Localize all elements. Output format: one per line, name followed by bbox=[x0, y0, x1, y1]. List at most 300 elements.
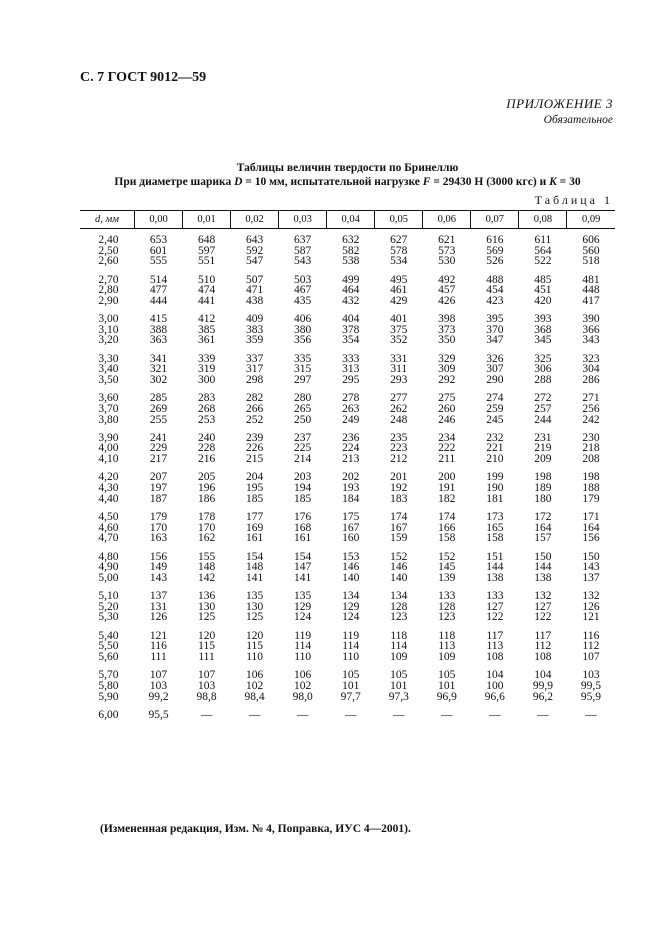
hardness-cell: 103 bbox=[149, 679, 168, 692]
hardness-cell: 343 bbox=[582, 334, 600, 347]
diameter-cell: 3,30 bbox=[98, 352, 119, 365]
hardness-cell: 114 bbox=[342, 640, 360, 653]
hardness-cell: 116 bbox=[150, 640, 167, 653]
column-header: 0,06 bbox=[423, 211, 471, 229]
hardness-cell: 329 bbox=[438, 352, 456, 365]
hardness-cell: 404 bbox=[342, 313, 360, 326]
hardness-cell: 161 bbox=[245, 532, 264, 545]
hardness-cell: 100 bbox=[486, 679, 504, 692]
hardness-cell: 132 bbox=[582, 590, 600, 603]
hardness-cell: 246 bbox=[438, 413, 456, 426]
hardness-cell: 485 bbox=[534, 273, 552, 286]
column-header: 0,01 bbox=[183, 211, 231, 229]
hardness-cell: 167 bbox=[390, 521, 408, 534]
hardness-cell: 412 bbox=[197, 313, 216, 326]
hardness-cell: 182 bbox=[438, 492, 456, 505]
hardness-cell: 142 bbox=[197, 571, 216, 584]
hardness-cell: 569 bbox=[486, 244, 504, 257]
hardness-cell: 388 bbox=[149, 323, 168, 336]
hardness-cell: 495 bbox=[390, 273, 408, 286]
diameter-cell: 4,50 bbox=[98, 511, 119, 524]
table-row bbox=[80, 454, 615, 465]
hardness-cell: — bbox=[489, 708, 501, 721]
hardness-cell: 398 bbox=[438, 313, 456, 326]
hardness-cell: 149 bbox=[149, 561, 168, 574]
hardness-cell: 156 bbox=[149, 550, 168, 563]
hardness-cell: 118 bbox=[390, 629, 408, 642]
hardness-cell: 121 bbox=[149, 629, 168, 642]
table-row bbox=[80, 404, 615, 415]
hardness-cell: 126 bbox=[582, 600, 600, 613]
hardness-cell: 221 bbox=[486, 442, 504, 455]
hardness-cell: 234 bbox=[438, 431, 456, 444]
table-row bbox=[80, 663, 615, 681]
hardness-cell: 319 bbox=[197, 363, 216, 376]
hardness-cell: 271 bbox=[582, 392, 600, 405]
hardness-cell: 126 bbox=[149, 611, 168, 624]
hardness-cell: 123 bbox=[390, 611, 408, 624]
hardness-cell: 156 bbox=[582, 532, 600, 545]
hardness-cell: — bbox=[585, 708, 597, 721]
hardness-cell: 370 bbox=[486, 323, 504, 336]
hardness-cell: 185 bbox=[245, 492, 264, 505]
hardness-cell: 471 bbox=[245, 284, 264, 297]
hardness-cell: 115 bbox=[198, 640, 215, 653]
hardness-cell: 363 bbox=[149, 334, 168, 347]
hardness-cell: 375 bbox=[390, 323, 408, 336]
hardness-cell: 129 bbox=[342, 600, 360, 613]
hardness-cell: 313 bbox=[342, 363, 360, 376]
hardness-cell: 306 bbox=[534, 363, 552, 376]
hardness-cell: 154 bbox=[245, 550, 264, 563]
hardness-cell: 309 bbox=[438, 363, 456, 376]
hardness-cell: 99,9 bbox=[532, 679, 553, 692]
hardness-cell: 229 bbox=[149, 442, 168, 455]
hardness-cell: 170 bbox=[149, 521, 168, 534]
hardness-cell: 125 bbox=[245, 611, 264, 624]
hardness-cell: 184 bbox=[342, 492, 360, 505]
hardness-cell: 290 bbox=[486, 373, 504, 386]
hardness-cell: 110 bbox=[294, 650, 312, 663]
hardness-cell: 304 bbox=[582, 363, 600, 376]
hardness-cell: 417 bbox=[582, 294, 600, 307]
hardness-cell: 174 bbox=[438, 511, 456, 524]
hardness-cell: 179 bbox=[149, 511, 168, 524]
hardness-cell: 356 bbox=[294, 334, 312, 347]
hardness-cell: 587 bbox=[294, 244, 312, 257]
revision-note: (Измененная редакция, Изм. № 4, Поправка, ИУС 4—2001). bbox=[100, 823, 411, 835]
hardness-cell: 113 bbox=[486, 640, 504, 653]
hardness-cell: 361 bbox=[197, 334, 216, 347]
diameter-cell: 4,60 bbox=[98, 521, 119, 534]
hardness-cell: 621 bbox=[438, 234, 456, 246]
diameter-cell: 3,60 bbox=[98, 392, 119, 405]
caption-line-1: Таблицы величин твердости по Бринеллю bbox=[236, 162, 459, 174]
hardness-cell: 122 bbox=[534, 611, 552, 624]
hardness-cell: 283 bbox=[197, 392, 216, 405]
hardness-cell: 165 bbox=[486, 521, 504, 534]
column-header: 0,03 bbox=[279, 211, 327, 229]
hardness-cell: 176 bbox=[294, 511, 312, 524]
table-caption bbox=[80, 161, 615, 189]
hardness-cell: 393 bbox=[534, 313, 552, 326]
hardness-cell: 530 bbox=[438, 255, 456, 268]
hardness-cell: 366 bbox=[582, 323, 600, 336]
hardness-cell: 134 bbox=[342, 590, 360, 603]
hardness-cell: 97,3 bbox=[388, 690, 409, 703]
hardness-cell: 127 bbox=[534, 600, 552, 613]
hardness-cell: 190 bbox=[486, 482, 504, 495]
hardness-cell: 335 bbox=[294, 352, 312, 365]
hardness-cell: 109 bbox=[438, 650, 456, 663]
hardness-cell: 130 bbox=[245, 600, 264, 613]
diameter-cell: 5,60 bbox=[98, 650, 119, 663]
hardness-cell: 117 bbox=[486, 629, 504, 642]
hardness-cell: 101 bbox=[342, 679, 360, 692]
hardness-cell: 438 bbox=[245, 294, 264, 307]
hardness-cell: 653 bbox=[149, 234, 168, 246]
hardness-cell: 481 bbox=[582, 273, 600, 286]
table-row bbox=[80, 533, 615, 544]
diameter-cell: 3,90 bbox=[98, 431, 119, 444]
hardness-cell: 151 bbox=[486, 550, 504, 563]
hardness-cell: 333 bbox=[342, 352, 360, 365]
hardness-cell: 128 bbox=[438, 600, 456, 613]
table-row bbox=[80, 504, 615, 522]
hardness-cell: 111 bbox=[198, 650, 215, 663]
diameter-cell: 2,50 bbox=[98, 244, 119, 257]
hardness-cell: 99,5 bbox=[580, 679, 602, 692]
hardness-cell: 464 bbox=[342, 284, 360, 297]
hardness-cell: 323 bbox=[582, 352, 600, 365]
hardness-cell: 395 bbox=[486, 313, 504, 326]
hardness-cell: 146 bbox=[342, 561, 360, 574]
hardness-cell: 147 bbox=[294, 561, 312, 574]
hardness-cell: 555 bbox=[149, 255, 168, 268]
hardness-cell: 159 bbox=[390, 532, 408, 545]
hardness-cell: 216 bbox=[197, 453, 216, 466]
hardness-cell: 146 bbox=[390, 561, 408, 574]
table-row bbox=[80, 375, 615, 386]
hardness-cell: 257 bbox=[534, 402, 552, 415]
hardness-cell: 97,7 bbox=[340, 690, 361, 703]
hardness-cell: 191 bbox=[438, 482, 456, 495]
hardness-cell: 228 bbox=[197, 442, 216, 455]
page-header: С. 7 ГОСТ 9012—59 bbox=[80, 70, 207, 85]
hardness-cell: 112 bbox=[534, 640, 552, 653]
hardness-cell: 492 bbox=[438, 273, 456, 286]
diameter-cell: 4,90 bbox=[98, 561, 119, 574]
hardness-cell: 105 bbox=[438, 669, 456, 682]
hardness-cell: 648 bbox=[197, 234, 216, 246]
diameter-cell: 4,30 bbox=[98, 482, 119, 495]
hardness-cell: 275 bbox=[438, 392, 456, 405]
hardness-cell: 441 bbox=[197, 294, 216, 307]
hardness-cell: 510 bbox=[197, 273, 216, 286]
hardness-cell: 383 bbox=[245, 323, 264, 336]
hardness-cell: 101 bbox=[390, 679, 408, 692]
hardness-cell: 196 bbox=[197, 482, 216, 495]
diameter-cell: 6,00 bbox=[98, 708, 119, 721]
hardness-cell: 255 bbox=[149, 413, 168, 426]
hardness-cell: 288 bbox=[534, 373, 552, 386]
hardness-cell: 103 bbox=[197, 679, 216, 692]
table-row bbox=[80, 702, 615, 720]
hardness-cell: 172 bbox=[534, 511, 552, 524]
hardness-cell: 150 bbox=[582, 550, 600, 563]
table-row bbox=[80, 267, 615, 285]
diameter-cell: 2,90 bbox=[98, 294, 119, 307]
hardness-cell: 359 bbox=[245, 334, 264, 347]
hardness-cell: 98,0 bbox=[292, 690, 313, 703]
hardness-cell: 543 bbox=[294, 255, 312, 268]
hardness-cell: 423 bbox=[486, 294, 504, 307]
hardness-cell: 248 bbox=[390, 413, 408, 426]
hardness-cell: 197 bbox=[149, 482, 168, 495]
hardness-cell: 205 bbox=[197, 471, 216, 484]
hardness-cell: 210 bbox=[486, 453, 504, 466]
column-header: 0,07 bbox=[471, 211, 519, 229]
hardness-cell: 225 bbox=[294, 442, 312, 455]
hardness-cell: 321 bbox=[149, 363, 168, 376]
hardness-cell: 611 bbox=[534, 234, 552, 246]
hardness-cell: 269 bbox=[149, 402, 168, 415]
diameter-cell: 2,70 bbox=[98, 273, 119, 286]
hardness-cell: 117 bbox=[534, 629, 552, 642]
hardness-cell: 207 bbox=[149, 471, 168, 484]
hardness-cell: 286 bbox=[582, 373, 600, 386]
appendix-title: ПРИЛОЖЕНИЕ 3 bbox=[506, 96, 613, 111]
table-row bbox=[80, 544, 615, 562]
diameter-cell: 3,20 bbox=[98, 334, 119, 347]
hardness-cell: 199 bbox=[486, 471, 504, 484]
column-header: 0,04 bbox=[327, 211, 375, 229]
hardness-cell: 252 bbox=[245, 413, 264, 426]
hardness-cell: 488 bbox=[486, 273, 504, 286]
hardness-cell: 135 bbox=[245, 590, 264, 603]
hardness-cell: 157 bbox=[534, 532, 552, 545]
hardness-cell: 152 bbox=[438, 550, 456, 563]
hardness-cell: 551 bbox=[197, 255, 216, 268]
hardness-cell: 175 bbox=[342, 511, 360, 524]
hardness-cell: 152 bbox=[390, 550, 408, 563]
table-row bbox=[80, 692, 615, 703]
hardness-cell: 368 bbox=[534, 323, 552, 336]
hardness-cell: 110 bbox=[342, 650, 360, 663]
hardness-cell: 514 bbox=[149, 273, 168, 286]
hardness-cell: 260 bbox=[438, 402, 456, 415]
hardness-cell: 302 bbox=[149, 373, 168, 386]
hardness-cell: 522 bbox=[534, 255, 552, 268]
hardness-cell: 136 bbox=[197, 590, 216, 603]
hardness-cell: 106 bbox=[294, 669, 312, 682]
diameter-cell: 5,70 bbox=[98, 669, 119, 682]
hardness-cell: 180 bbox=[534, 492, 552, 505]
hardness-cell: 107 bbox=[149, 669, 168, 682]
diameter-cell: 2,40 bbox=[98, 234, 119, 246]
hardness-cell: 350 bbox=[438, 334, 456, 347]
table-row bbox=[80, 573, 615, 584]
hardness-cell: 224 bbox=[342, 442, 360, 455]
hardness-cell: 573 bbox=[438, 244, 456, 257]
hardness-cell: 167 bbox=[342, 521, 360, 534]
hardness-cell: 155 bbox=[197, 550, 216, 563]
column-header: 0,08 bbox=[519, 211, 567, 229]
hardness-cell: 345 bbox=[534, 334, 552, 347]
hardness-cell: 285 bbox=[149, 392, 168, 405]
hardness-cell: 173 bbox=[486, 511, 504, 524]
hardness-cell: 538 bbox=[342, 255, 360, 268]
hardness-cell: 244 bbox=[534, 413, 552, 426]
hardness-cell: 578 bbox=[390, 244, 408, 257]
hardness-cell: 237 bbox=[294, 431, 312, 444]
hardness-cell: 189 bbox=[534, 482, 552, 495]
hardness-cell: 223 bbox=[390, 442, 408, 455]
diameter-cell: 4,00 bbox=[98, 442, 119, 455]
hardness-cell: 122 bbox=[486, 611, 504, 624]
diameter-cell: 4,80 bbox=[98, 550, 119, 563]
table-label: Таблица 1 bbox=[534, 193, 613, 207]
hardness-cell: 616 bbox=[486, 234, 504, 246]
diameter-cell: 3,50 bbox=[98, 373, 119, 386]
hardness-cell: 637 bbox=[294, 234, 312, 246]
diameter-cell: 3,40 bbox=[98, 363, 119, 376]
hardness-cell: 231 bbox=[534, 431, 552, 444]
hardness-cell: 148 bbox=[245, 561, 264, 574]
hardness-cell: 259 bbox=[486, 402, 504, 415]
hardness-cell: 457 bbox=[438, 284, 456, 297]
hardness-cell: 311 bbox=[390, 363, 408, 376]
hardness-cell: 168 bbox=[294, 521, 312, 534]
hardness-cell: 133 bbox=[486, 590, 504, 603]
hardness-cell: 192 bbox=[390, 482, 408, 495]
hardness-cell: 164 bbox=[582, 521, 600, 534]
hardness-cell: 339 bbox=[197, 352, 216, 365]
hardness-cell: 240 bbox=[197, 431, 216, 444]
hardness-cell: 114 bbox=[390, 640, 408, 653]
hardness-cell: 143 bbox=[582, 561, 600, 574]
diameter-cell: 5,10 bbox=[98, 590, 119, 603]
hardness-cell: 179 bbox=[582, 492, 600, 505]
hardness-cell: 451 bbox=[534, 284, 552, 297]
hardness-cell: 101 bbox=[438, 679, 456, 692]
hardness-cell: 143 bbox=[149, 571, 168, 584]
caption-line-2: При диаметре шарика D = 10 мм, испытательной нагрузке F = 29430 Н (3000 кгс) и K = 30 bbox=[114, 176, 581, 188]
hardness-cell: 432 bbox=[342, 294, 360, 307]
hardness-cell: 198 bbox=[534, 471, 552, 484]
hardness-cell: 131 bbox=[149, 600, 168, 613]
hardness-cell: 160 bbox=[342, 532, 360, 545]
hardness-cell: 315 bbox=[294, 363, 312, 376]
hardness-cell: 454 bbox=[486, 284, 504, 297]
hardness-cell: 208 bbox=[582, 453, 600, 466]
hardness-cell: 200 bbox=[438, 471, 456, 484]
hardness-cell: 107 bbox=[582, 650, 600, 663]
hardness-cell: 116 bbox=[582, 629, 600, 642]
hardness-cell: 380 bbox=[294, 323, 312, 336]
hardness-cell: 241 bbox=[149, 431, 168, 444]
table-row bbox=[80, 335, 615, 346]
hardness-cell: 154 bbox=[294, 550, 312, 563]
diameter-cell: 5,50 bbox=[98, 640, 119, 653]
hardness-cell: 420 bbox=[534, 294, 552, 307]
hardness-cell: 119 bbox=[342, 629, 360, 642]
hardness-cell: 347 bbox=[486, 334, 504, 347]
hardness-cell: 96,2 bbox=[532, 690, 553, 703]
hardness-cell: 253 bbox=[197, 413, 216, 426]
hardness-cell: 415 bbox=[149, 313, 168, 326]
hardness-cell: 107 bbox=[197, 669, 216, 682]
hardness-cell: 401 bbox=[390, 313, 408, 326]
hardness-cell: 274 bbox=[486, 392, 504, 405]
table-header-row bbox=[80, 211, 615, 229]
column-header: 0,00 bbox=[135, 211, 183, 229]
hardness-cell: 300 bbox=[197, 373, 216, 386]
hardness-cell: 461 bbox=[390, 284, 408, 297]
table-row bbox=[80, 681, 615, 692]
hardness-cell: 162 bbox=[197, 532, 216, 545]
hardness-cell: 140 bbox=[390, 571, 408, 584]
hardness-cell: 627 bbox=[390, 234, 408, 246]
hardness-cell: 277 bbox=[390, 392, 408, 405]
hardness-cell: 341 bbox=[149, 352, 168, 365]
hardness-cell: 124 bbox=[294, 611, 312, 624]
hardness-cell: 232 bbox=[486, 431, 504, 444]
hardness-cell: 435 bbox=[294, 294, 312, 307]
diameter-cell: 5,80 bbox=[98, 679, 119, 692]
hardness-cell: 592 bbox=[245, 244, 264, 257]
appendix-subtitle: Обязательное bbox=[543, 114, 613, 126]
hardness-cell: 139 bbox=[438, 571, 456, 584]
hardness-cell: 278 bbox=[342, 392, 360, 405]
hardness-cell: 518 bbox=[582, 255, 600, 268]
hardness-cell: 198 bbox=[582, 471, 600, 484]
hardness-cell: 632 bbox=[342, 234, 360, 246]
diameter-cell: 5,00 bbox=[98, 571, 119, 584]
hardness-cell: 138 bbox=[486, 571, 504, 584]
hardness-cell: 144 bbox=[486, 561, 504, 574]
hardness-cell: 297 bbox=[294, 373, 312, 386]
table-row bbox=[80, 346, 615, 364]
hardness-cell: 102 bbox=[294, 679, 312, 692]
hardness-cell: 406 bbox=[294, 313, 312, 326]
hardness-cell: — bbox=[441, 708, 453, 721]
hardness-cell: 102 bbox=[245, 679, 264, 692]
hardness-cell: 113 bbox=[438, 640, 456, 653]
hardness-cell: 194 bbox=[294, 482, 312, 495]
hardness-cell: 177 bbox=[245, 511, 264, 524]
table-row bbox=[80, 623, 615, 641]
hardness-cell: 114 bbox=[294, 640, 312, 653]
hardness-cell: 385 bbox=[197, 323, 216, 336]
table-row bbox=[80, 612, 615, 623]
hardness-cell: 95,9 bbox=[580, 690, 602, 703]
hardness-cell: 242 bbox=[582, 413, 600, 426]
hardness-cell: 373 bbox=[438, 323, 456, 336]
hardness-cell: 249 bbox=[342, 413, 360, 426]
hardness-cell: 526 bbox=[486, 255, 504, 268]
hardness-cell: 141 bbox=[245, 571, 264, 584]
hardness-cell: 119 bbox=[294, 629, 312, 642]
diameter-cell: 4,20 bbox=[98, 471, 119, 484]
hardness-cell: 178 bbox=[197, 511, 216, 524]
hardness-cell: 282 bbox=[245, 392, 264, 405]
hardness-cell: 429 bbox=[390, 294, 408, 307]
table-row bbox=[80, 652, 615, 663]
column-header: 0,09 bbox=[567, 211, 615, 229]
diameter-cell: 3,00 bbox=[98, 313, 119, 326]
column-header: 0,02 bbox=[231, 211, 279, 229]
